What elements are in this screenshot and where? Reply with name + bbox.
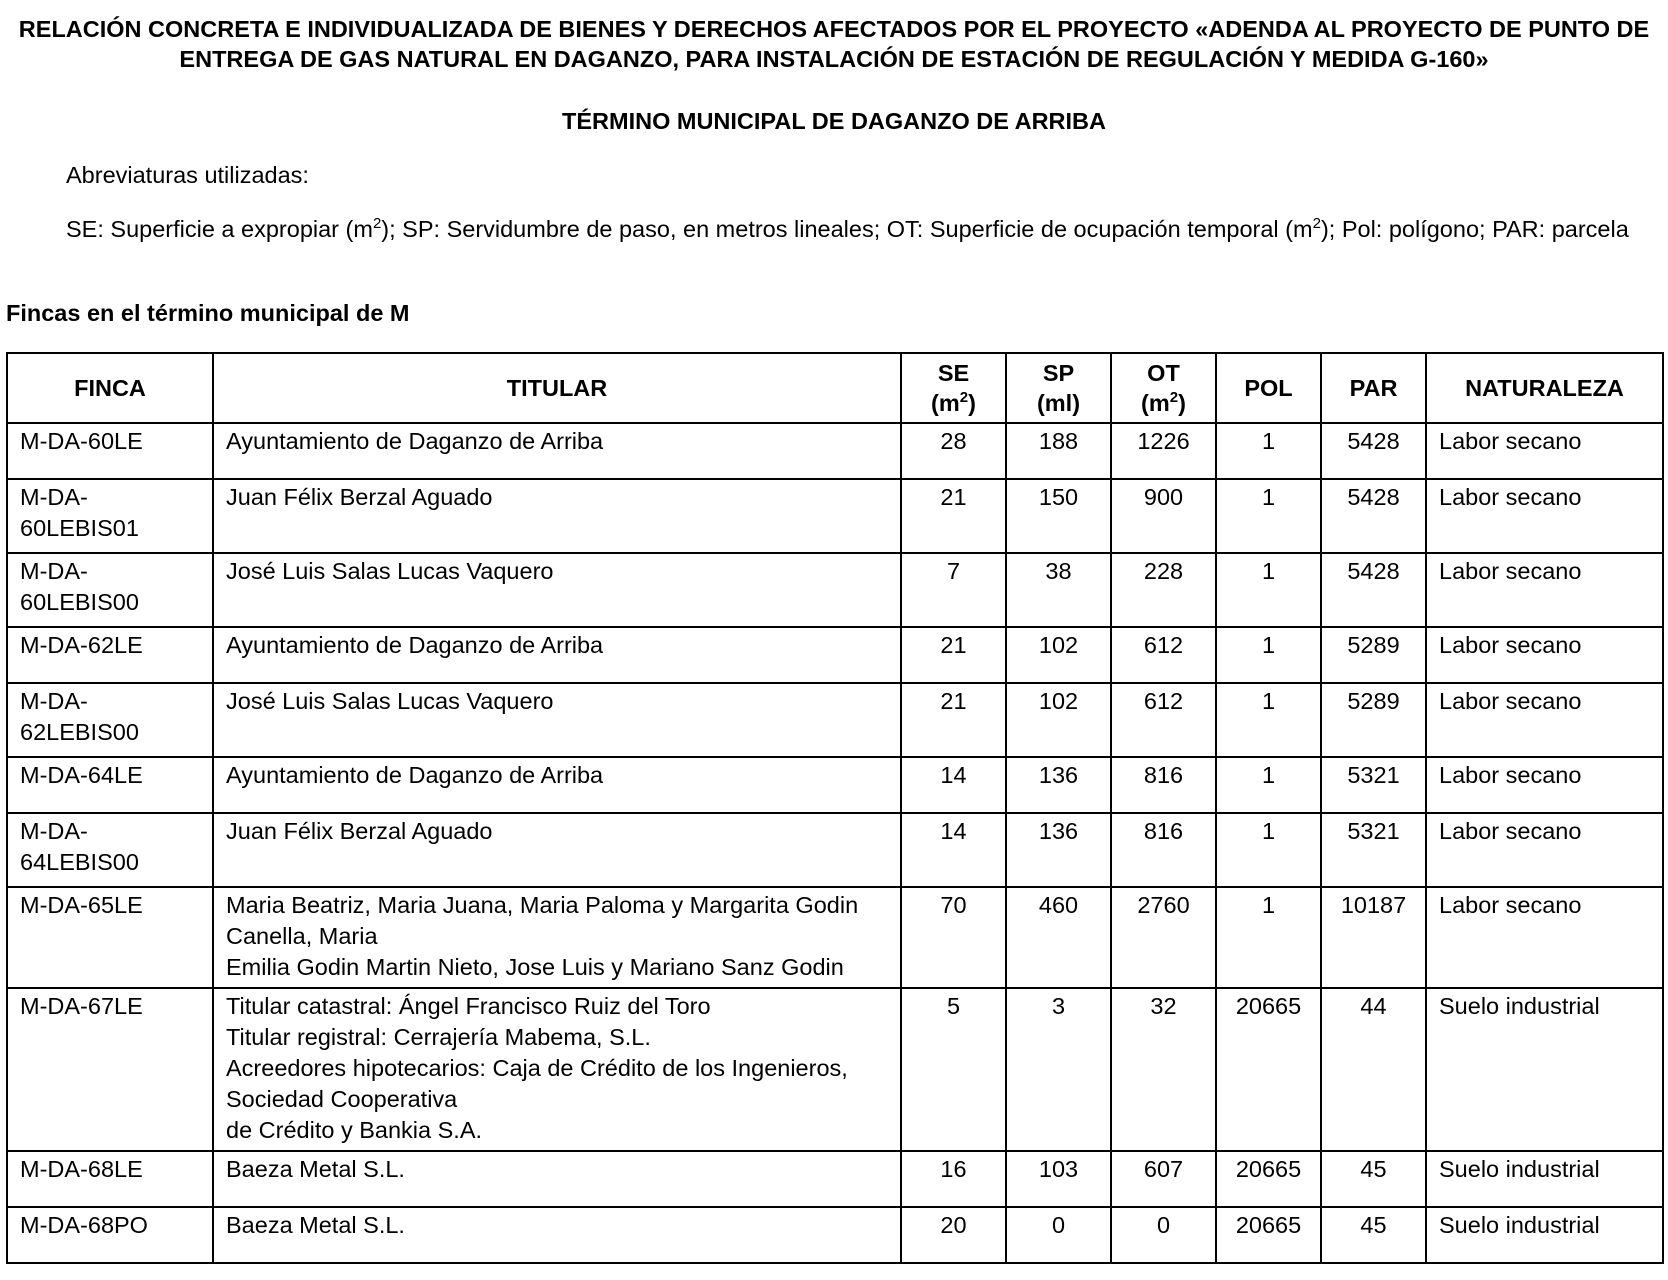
cell-titular (213, 479, 901, 553)
abbr-sp-ot: ); SP: Servidumbre de paso, en metros lineales; OT: Superficie de ocupación temporal (m (381, 216, 1313, 242)
cell-finca: M-DA-62LE (7, 627, 213, 683)
cell-pol: 1 (1216, 887, 1321, 988)
table-row (7, 887, 1663, 988)
header-pol: POL (1216, 353, 1321, 423)
cell-titular (213, 988, 901, 1151)
titular-line: Titular catastral: Ángel Francisco Ruiz del Toro (226, 993, 711, 1019)
section-heading: Fincas en el término municipal de M (6, 300, 410, 326)
cell-naturaleza: Labor secano (1426, 553, 1663, 627)
cell-par: 45 (1321, 1207, 1426, 1263)
header-sp-unit: (ml) (1036, 390, 1081, 416)
cell-finca: M-DA-62LEBIS00 (7, 683, 213, 757)
cell-naturaleza: Labor secano (1426, 423, 1663, 479)
municipality-subtitle: TÉRMINO MUNICIPAL DE DAGANZO DE ARRIBA (562, 108, 1106, 134)
cell-ot: 612 (1111, 627, 1216, 683)
header-se-label: SE (937, 360, 970, 386)
titular-line: José Luis Salas Lucas Vaquero (226, 688, 554, 714)
cell-par: 5428 (1321, 479, 1426, 553)
cell-titular (213, 1151, 901, 1207)
cell-finca: M-DA-64LE (7, 757, 213, 813)
header-ot-unit (1141, 390, 1186, 416)
abbr-superscript-2: 2 (1312, 215, 1321, 233)
cell-par: 5428 (1321, 423, 1426, 479)
titular-line: Baeza Metal S.L. (226, 1156, 405, 1182)
header-par: PAR (1321, 353, 1426, 423)
cell-ot: 612 (1111, 683, 1216, 757)
table-row (7, 683, 1663, 757)
titular-line: Ayuntamiento de Daganzo de Arriba (226, 632, 604, 658)
cell-se: 70 (901, 887, 1006, 988)
titular-line: Maria Beatriz, Maria Juana, Maria Paloma y Margarita Godin Canella, Maria (226, 892, 859, 949)
cell-naturaleza: Suelo industrial (1426, 988, 1663, 1151)
cell-se: 21 (901, 479, 1006, 553)
cell-finca: M-DA-65LE (7, 887, 213, 988)
abbreviations-text (6, 214, 1658, 244)
cell-naturaleza: Labor secano (1426, 627, 1663, 683)
cell-sp: 3 (1006, 988, 1111, 1151)
cell-titular (213, 553, 901, 627)
cell-ot: 0 (1111, 1207, 1216, 1263)
header-se-unit-sup: 2 (959, 389, 969, 407)
abbreviations-label: Abreviaturas utilizadas: (66, 162, 309, 188)
cell-pol: 20665 (1216, 1151, 1321, 1207)
header-finca: FINCA (7, 353, 213, 423)
abbr-superscript-1: 2 (372, 215, 382, 233)
header-se-unit (931, 390, 976, 416)
cell-finca: M-DA-60LEBIS01 (7, 479, 213, 553)
cell-pol: 1 (1216, 553, 1321, 627)
cell-sp: 460 (1006, 887, 1111, 988)
cell-par: 5321 (1321, 813, 1426, 887)
cell-sp: 136 (1006, 757, 1111, 813)
header-ot (1111, 353, 1216, 423)
cell-titular (213, 757, 901, 813)
cell-se: 20 (901, 1207, 1006, 1263)
header-naturaleza: NATURALEZA (1426, 353, 1663, 423)
cell-ot: 228 (1111, 553, 1216, 627)
cell-titular (213, 887, 901, 988)
cell-par: 5321 (1321, 757, 1426, 813)
cell-se: 16 (901, 1151, 1006, 1207)
cell-finca: M-DA-68LE (7, 1151, 213, 1207)
cell-sp: 102 (1006, 683, 1111, 757)
cell-ot: 816 (1111, 757, 1216, 813)
header-ot-unit-open: (m (1141, 390, 1170, 416)
cell-pol: 1 (1216, 627, 1321, 683)
cell-sp: 0 (1006, 1207, 1111, 1263)
cell-pol: 1 (1216, 813, 1321, 887)
titular-line: Titular registral: Cerrajería Mabema, S.L. (226, 1024, 651, 1050)
cell-pol: 20665 (1216, 1207, 1321, 1263)
cell-par: 44 (1321, 988, 1426, 1151)
table-header-row (7, 353, 1663, 423)
cell-finca: M-DA-60LEBIS00 (7, 553, 213, 627)
abbr-se: SE: Superficie a expropiar (m (66, 216, 373, 242)
cell-par: 5289 (1321, 683, 1426, 757)
header-ot-unit-close: ) (1178, 390, 1186, 416)
cell-sp: 38 (1006, 553, 1111, 627)
cell-sp: 150 (1006, 479, 1111, 553)
cell-par: 5428 (1321, 553, 1426, 627)
cell-se: 14 (901, 757, 1006, 813)
cell-pol: 1 (1216, 757, 1321, 813)
cell-titular (213, 683, 901, 757)
cell-finca: M-DA-64LEBIS00 (7, 813, 213, 887)
cell-sp: 136 (1006, 813, 1111, 887)
table-row (7, 479, 1663, 553)
cell-naturaleza: Labor secano (1426, 813, 1663, 887)
table-row (7, 757, 1663, 813)
table-row (7, 813, 1663, 887)
cell-naturaleza: Labor secano (1426, 887, 1663, 988)
titular-line: José Luis Salas Lucas Vaquero (226, 558, 554, 584)
cell-sp: 103 (1006, 1151, 1111, 1207)
titular-line: Baeza Metal S.L. (226, 1212, 405, 1238)
cell-naturaleza: Suelo industrial (1426, 1151, 1663, 1207)
table-row (7, 1151, 1663, 1207)
cell-sp: 188 (1006, 423, 1111, 479)
titular-line: Acreedores hipotecarios: Caja de Crédito de los Ingenieros, Sociedad Cooperativa (226, 1055, 848, 1112)
cell-ot: 1226 (1111, 423, 1216, 479)
header-ot-label: OT (1147, 360, 1180, 386)
cell-par: 5289 (1321, 627, 1426, 683)
cell-titular (213, 423, 901, 479)
cell-ot: 2760 (1111, 887, 1216, 988)
table-row (7, 553, 1663, 627)
cell-par: 10187 (1321, 887, 1426, 988)
document-title: RELACIÓN CONCRETA E INDIVIDUALIZADA DE BIENES Y DERECHOS AFECTADOS POR EL PROYECTO «ADENDA AL PROYECTO DE PUNTO DE ENTREGA DE GAS NATURAL EN DAGANZO, PARA INSTALACIÓN DE ESTACIÓN DE REGULACIÓN Y MEDIDA G-160» (18, 16, 1650, 72)
titular-line: Ayuntamiento de Daganzo de Arriba (226, 762, 604, 788)
table-row (7, 988, 1663, 1151)
cell-se: 21 (901, 627, 1006, 683)
cell-naturaleza: Labor secano (1426, 757, 1663, 813)
cell-se: 28 (901, 423, 1006, 479)
cell-ot: 900 (1111, 479, 1216, 553)
header-se (901, 353, 1006, 423)
titular-line: Ayuntamiento de Daganzo de Arriba (226, 428, 604, 454)
header-sp (1006, 353, 1111, 423)
header-ot-unit-sup: 2 (1169, 389, 1179, 407)
cell-pol: 1 (1216, 683, 1321, 757)
cell-titular (213, 813, 901, 887)
table-row (7, 627, 1663, 683)
header-titular: TITULAR (213, 353, 901, 423)
cell-naturaleza: Labor secano (1426, 479, 1663, 553)
cell-pol: 1 (1216, 479, 1321, 553)
cell-se: 21 (901, 683, 1006, 757)
header-sp-label: SP (1042, 360, 1075, 386)
abbr-end: ); Pol: polígono; PAR: parcela (1320, 216, 1629, 242)
table-row (7, 1207, 1663, 1263)
cell-titular (213, 627, 901, 683)
cell-se: 7 (901, 553, 1006, 627)
cell-se: 5 (901, 988, 1006, 1151)
cell-titular (213, 1207, 901, 1263)
cell-finca: M-DA-68PO (7, 1207, 213, 1263)
cell-pol: 20665 (1216, 988, 1321, 1151)
cell-naturaleza: Suelo industrial (1426, 1207, 1663, 1263)
header-se-unit-close: ) (968, 390, 976, 416)
fincas-table (6, 352, 1664, 1264)
cell-ot: 32 (1111, 988, 1216, 1151)
cell-finca: M-DA-60LE (7, 423, 213, 479)
header-se-unit-open: (m (931, 390, 960, 416)
table-row (7, 423, 1663, 479)
cell-ot: 607 (1111, 1151, 1216, 1207)
titular-line: de Crédito y Bankia S.A. (226, 1117, 483, 1143)
titular-line: Emilia Godin Martin Nieto, Jose Luis y Mariano Sanz Godin (226, 954, 844, 980)
titular-line: Juan Félix Berzal Aguado (226, 484, 493, 510)
cell-ot: 816 (1111, 813, 1216, 887)
cell-sp: 102 (1006, 627, 1111, 683)
cell-pol: 1 (1216, 423, 1321, 479)
titular-line: Juan Félix Berzal Aguado (226, 818, 493, 844)
cell-se: 14 (901, 813, 1006, 887)
cell-par: 45 (1321, 1151, 1426, 1207)
cell-finca: M-DA-67LE (7, 988, 213, 1151)
cell-naturaleza: Labor secano (1426, 683, 1663, 757)
